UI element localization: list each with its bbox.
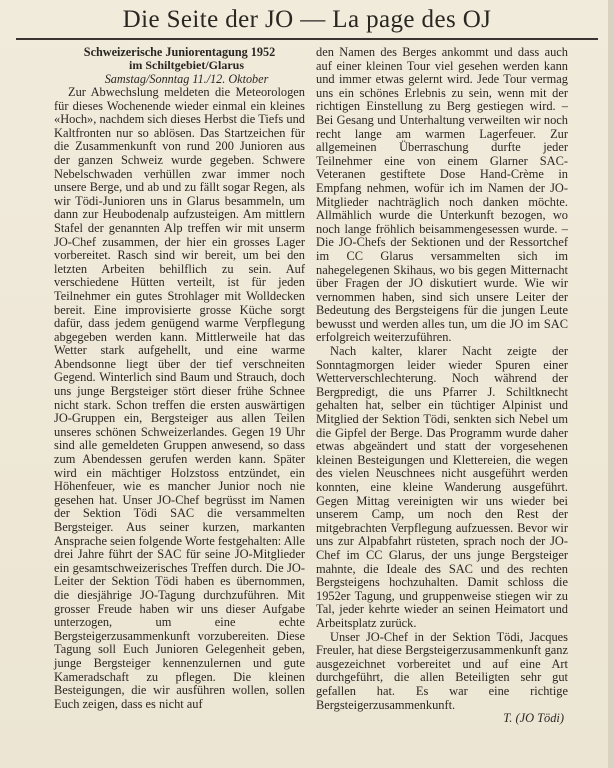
body-paragraph: Nach kalter, klarer Nacht zeigte der Sonntagmorgen leider wieder Spuren einer Wetterverschlechterung. Noch während der Bergpredigt, die uns Pfarrer J. Schiltknecht gehalten hat, selber ein tüchtiger Alpinist und Mitglied der Sektion Tödi, senkten sich Nebel um die Gipfel der Berge. Das Programm wurde daher etwas abgeändert und statt der vorgesehenen kleinen Besteigungen und Klettereien, die wegen des vielen Neuschnees nicht ausgeführt werden konnten, eine kleine Wanderung ausgeführt. Gegen Mittag vereinigten wir uns wieder bei unserem Camp, um noch den Rest der mitgebrachten Verpflegung aufzuessen. Bevor wir uns zur Alpabfahrt rüsteten, sprach noch der JO-Chef im CC Glarus, der uns junge Bergsteiger mahnte, die Ideale des SAC und des rechten Bergsteigens hochzuhalten. Damit schloss die 1952er Tagung, und gruppenweise stiegen wir zu Tal, jeder kehrte wieder an seinen Heimatort und Arbeitsplatz zurück. bbox=[316, 344, 568, 630]
page-edge bbox=[608, 0, 614, 768]
body-paragraph: Unser JO-Chef in der Sektion Tödi, Jacques Freuler, hat diese Bergsteigerzusammenkunft ganz ausgezeichnet vorbereitet und auf eine Art durchgeführt, die allen Beteiligten sehr gut gefallen hat. Es war eine richtige Bergsteigerzusammenkunft. bbox=[316, 629, 568, 712]
article-title: Schweizerische Juniorentagung 1952 bbox=[83, 45, 276, 59]
body-paragraph: den Namen des Berges ankommt und dass auch auf einer kleinen Tour viel gesehen werden kann und immer etwas gelernt wird. Jede Tour vermag uns ein schönes Erlebnis zu sein, wenn mit der richtigen Einstellung zu Berg gestiegen wird. – Bei Gesang und Unterhaltung verweilten wir noch recht lange am warmen Lagerfeuer. Zur allgemeinen Überraschung durfte jeder Teilnehmer eine von einem Glarner SAC-Veteranen gestiftete Dose Hand-Crème in Empfang nehmen, wofür ich im Namen der JO-Mitglieder nachträglich noch danken möchte. Allmählich wurde die Unterkunft bezogen, wo noch lange fröhlich beisammengesessen wurde. – Die JO-Chefs der Sektionen und der Ressortchef im CC Glarus versammelten sich im nahegelegenen Skihaus, wo bis gegen Mitternacht über Fragen der JO diskutiert wurde. Wie wir vernommen haben, sind sich unsere Leiter der Bedeutung des Bergsteigens für die jungen Leute bewusst und werden alles tun, um die JO im SAC erfolgreich weiterzuführen. bbox=[316, 45, 568, 345]
right-column bbox=[316, 46, 568, 726]
left-column bbox=[54, 46, 305, 711]
article-signature: T. (JO Tödi) bbox=[503, 711, 564, 726]
body-paragraph: Zur Abwechslung meldeten die Meteorologen für dieses Wochenende wieder einmal ein kleines «Hoch», nachdem sich dieses Herbst die Tiefs und Kaltfronten nur so ablösen. Das Startzeichen für die Zusammenkunft von rund 200 Junioren aus der ganzen Schweiz wurde gegeben. Schwere Nebelschwaden verhüllen zwar immer noch unsere Berge, und ab und zu fällt sogar Regen, als wir Tödi-Junioren uns in Glarus besammeln, um dann zur Heubodenalp aufzusteigen. Am mittlern Stafel der genannten Alp treffen wir mit unserm JO-Chef zusammen, der hier ein grosses Lager vorbereitet. Rasch sind wir bereit, um bei den letzten Arbeiten behilflich zu sein. Auf verschiedene Hütten verteilt, ist für jeden Teilnehmer ein gutes Strohlager mit Wolldecken bereit. Eine improvisierte grosse Küche sorgt dafür, dass jedem genügend warme Verpflegung abgegeben werden kann. Mittlerweile hat das Wetter stark aufgehellt, und eine warme Abendsonne liegt über der tief verschneiten Gegend. Winterlich sind Baum und Strauch, doch uns junge Bergsteiger stört dieser frühe Schnee nicht stark. Schon treffen die ersten auswärtigen JO-Gruppen ein, Bergsteiger aus allen Teilen unseres schönen Schweizerlandes. Gegen 19 Uhr sind alle gemeldeten Gruppen anwesend, so dass zum Abendessen gerufen werden kann. Später wird ein mächtiger Holzstoss entzündet, ein Höhenfeuer, wie es mancher Junior noch nie gesehen hat. Unser JO-Chef begrüsst im Namen der Sektion Tödi SAC die versammelten Bergsteiger. Aus seiner kurzen, markanten Ansprache seien folgende Worte festgehalten: Alle drei Jahre führt der SAC für seine JO-Mitglieder ein gesamtschweizerisches Treffen durch. Die JO-Leiter der Sektion Tödi haben es übernommen, die diesjährige JO-Tagung durchzuführen. Mit grosser Freude haben wir uns dieser Aufgabe unterzogen, um eine echte Bergsteigerzusammenkunft vorzubereiten. Diese Tagung soll Euch Junioren Gelegenheit geben, junge Bergsteiger kennenzulernen und gute Kameradschaft zu pflegen. Die kleinen Besteigungen, die wir ausführen wollen, sollen Euch zeigen, dass es nicht auf bbox=[54, 85, 305, 711]
page-header-title: Die Seite der JO — La page des OJ bbox=[16, 6, 598, 40]
article-subtitle: im Schiltgebiet/Glarus bbox=[129, 58, 244, 72]
article-date: Samstag/Sonntag 11./12. Oktober bbox=[104, 72, 269, 86]
